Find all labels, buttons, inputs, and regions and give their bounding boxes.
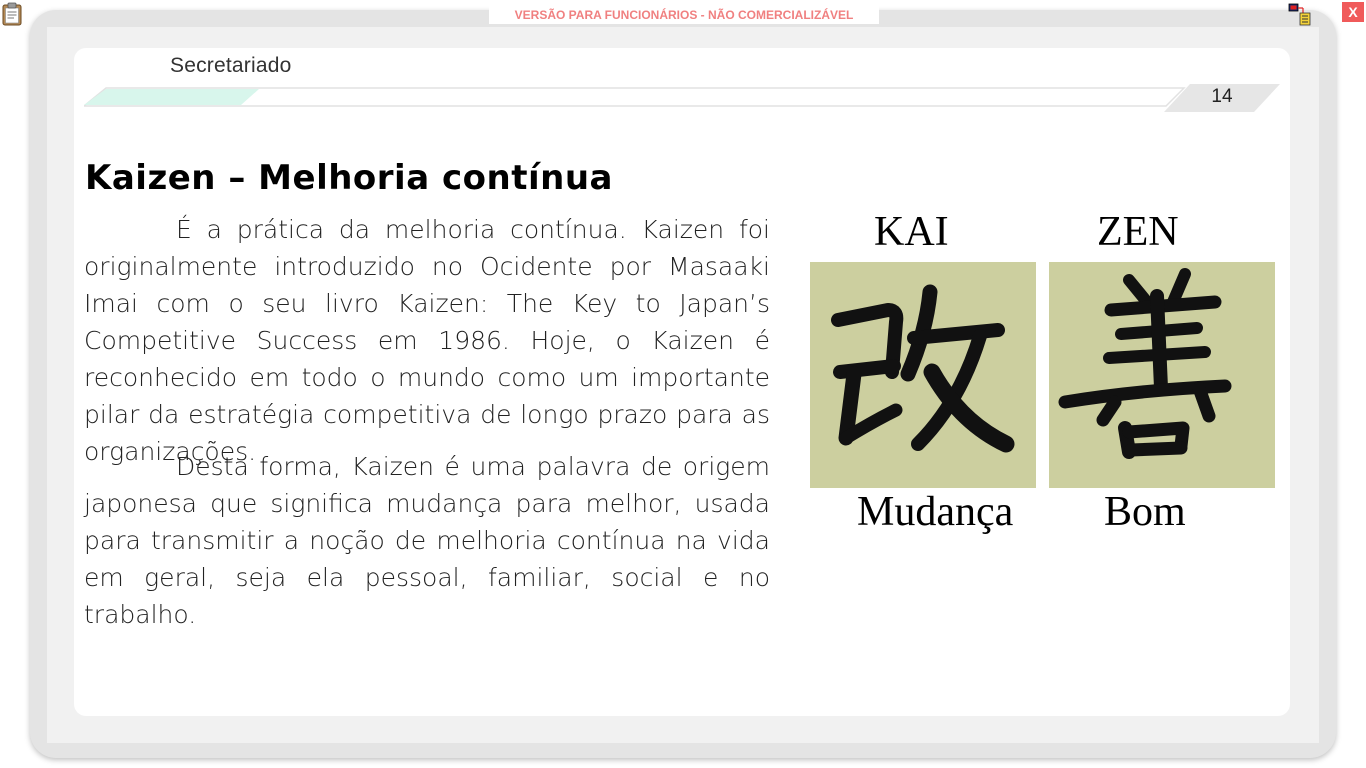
- header-accent: [84, 89, 259, 105]
- zen-meaning-label: Bom: [1104, 489, 1186, 535]
- course-label: Secretariado: [170, 54, 292, 77]
- header-bar: [84, 82, 1284, 116]
- network-icon[interactable]: [1288, 3, 1314, 27]
- zen-reading-label: ZEN: [1097, 209, 1179, 255]
- paragraph-meaning: Desta forma, Kaizen é uma palavra de origem japonesa que significa mudança para melhor, usada para transmitir a noção de melhoria contínua na vida em geral, seja ela pessoal, familiar, social e no trabalho.: [84, 452, 770, 629]
- page-title: Kaizen – Melhoria contínua: [85, 158, 613, 198]
- clipboard-icon[interactable]: [2, 2, 22, 26]
- kai-kanji-image: [810, 262, 1036, 488]
- kai-meaning-label: Mudança: [857, 489, 1014, 535]
- kai-reading-label: KAI: [874, 209, 949, 255]
- page-number: 14: [1211, 86, 1233, 107]
- staff-version-banner: VERSÃO PARA FUNCIONÁRIOS - NÃO COMERCIALIZÁVEL: [489, 6, 879, 24]
- zen-kanji-image: [1049, 262, 1275, 488]
- paragraph-intro: É a prática da melhoria contínua. Kaizen foi originalmente introduzido no Ocidente por Masaaki Imai com o seu livro Kaizen: The Key to Japan’s Competitive Success em 1986. Hoje, o Kaizen é reconhecido em todo o mundo como um importante pilar da estratégia competitiva de longo prazo para as organizações.: [84, 215, 770, 466]
- close-icon: X: [1348, 4, 1358, 20]
- close-button[interactable]: [1342, 2, 1364, 22]
